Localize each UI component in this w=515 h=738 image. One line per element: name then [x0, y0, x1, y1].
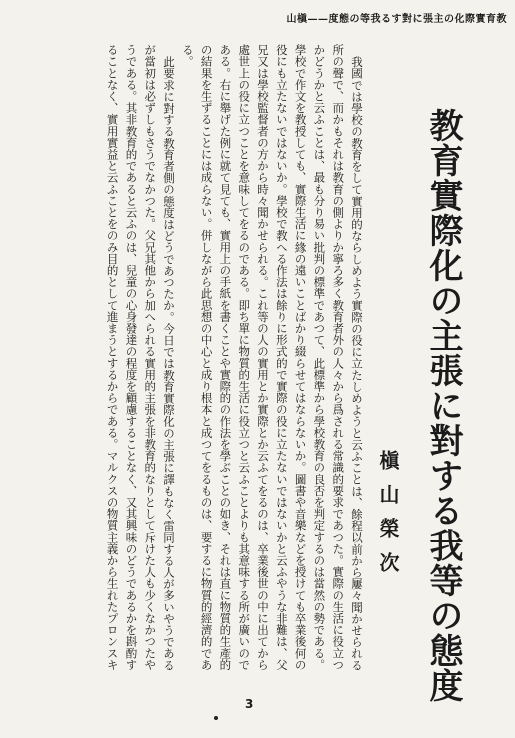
running-header: 教育實際化の主張に對する我等の態度——槇山 [286, 14, 507, 25]
body-paragraph-1: 我國では學校の教育をして實用的ならしめよう實際の役に立たしめようと云ふことは、餘程以前から屢々聞かせられる所の聲で、而かもそれは教育の側よりか寧ろ多く教育者外の人々から爲される常識的要求であつた。實際の生活に役立つかどうかと云ふことは、最も分り易い批判の標準であつて、此標準から學校教育の良否を判定するのは當然の勢である。學校で作文を教授しても、實際生活に緣の遠いことばかり綴らせてはならないか。圖書や音樂などを授けても卒業後何の役にも立たないではないか。學校で教へる作法は餘りに形式的で實際の役に立たないではないかと云ふやうな非難は、父兄又は學校監督者の方から時々聞かせられる。これ等の人の實用とか實際とか云ふてをるのは、卒業後世の中に出てから處世上の役に立つことを意味してをるのである。即ち單に物質的生活に役立つと云ふことよりも其意味する所が廣いのである。右に舉げた例に就て見ても、實用上の手紙を書くことや實際的の作法を學ぶことの如き、それは直に物質的生產的の結果を生ずることには成らない。併しながら此思想の中心と成り根本と成つてをるものは、要するに物質的經濟的である。 [180, 44, 364, 671]
article-body [20, 44, 366, 672]
article-author: 槇山榮次 [376, 450, 400, 586]
body-paragraph-2: 此要求に對する教育者側の態度はどうであつたか。今日では教育實際化の主張に譯もなく雷同する人が多いやうであるが當初は必ずしもさうでなかつた。父兄其他から加へられる實用的主張を非教育的なりとして斥けた人も少くなかつたやうである。其非教育的であると云ふのは、兒童の心身發達の程度を顧慮することなく、又其興味のどうであるかを斟酌することなく、實用實益と云ふことをのみ目的として進まうとするからである。マルクスの物質主義から生れたプロンスキ [105, 44, 177, 671]
ink-speck [214, 716, 218, 720]
page-number: 3 [245, 697, 254, 711]
article-title: 教育實際化の主張に對する我等の態度 [423, 108, 463, 703]
